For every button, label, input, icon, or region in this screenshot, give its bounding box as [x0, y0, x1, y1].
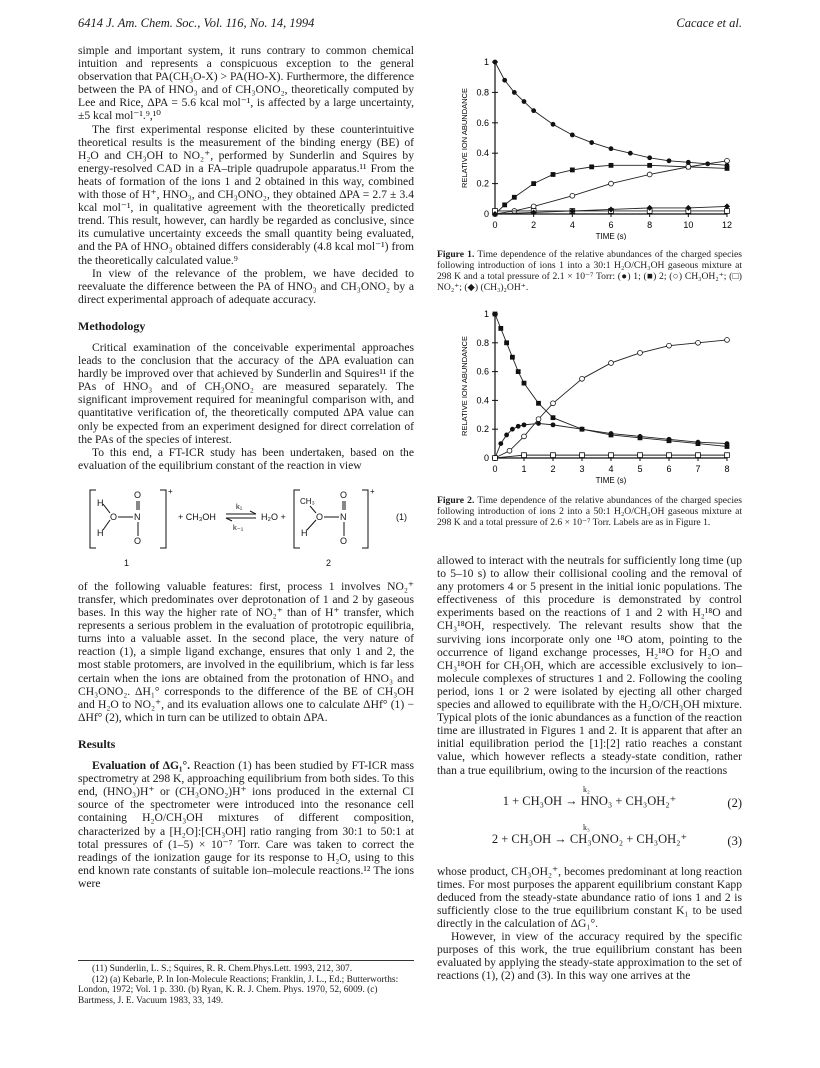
- paragraph: To this end, a FT-ICR study has been undertaken, based on the evaluation of the equilibrium constant of the reaction in view: [78, 445, 414, 472]
- rate-constant-k3: k₃: [583, 822, 590, 832]
- data-point: [531, 181, 536, 186]
- data-point: [522, 422, 527, 427]
- figure-2: [437, 306, 742, 528]
- figure-1: [437, 52, 742, 293]
- data-point: [551, 453, 556, 458]
- rate-constant-k1: k₁: [236, 501, 243, 511]
- x-tick-label: 1: [521, 464, 527, 474]
- rate-constant-k2: k₂: [583, 784, 590, 794]
- data-point: [531, 204, 536, 209]
- atom-n: N: [134, 511, 141, 522]
- data-point: [647, 163, 652, 168]
- x-tick-label: 0: [492, 464, 498, 474]
- caption-label: Figure 1.: [437, 249, 475, 260]
- data-point: [570, 168, 575, 173]
- data-point: [551, 122, 556, 127]
- data-point: [512, 195, 517, 200]
- journal-citation: 6414 J. Am. Chem. Soc., Vol. 116, No. 14, 1994: [78, 16, 315, 30]
- atom-o: O: [340, 489, 348, 500]
- data-point: [551, 422, 556, 427]
- data-point: [493, 60, 498, 65]
- data-point: [609, 431, 614, 436]
- x-tick-label: 6: [666, 464, 672, 474]
- x-tick-label: 8: [647, 220, 653, 230]
- data-point: [531, 108, 536, 113]
- data-point: [609, 453, 614, 458]
- x-tick-label: 7: [695, 464, 701, 474]
- data-point: [522, 381, 527, 386]
- data-point: [516, 369, 521, 374]
- data-point: [589, 140, 594, 145]
- data-point: [502, 78, 507, 83]
- data-point: [516, 424, 521, 429]
- reaction-scheme-drawing: [78, 482, 414, 574]
- figure-2-chart: [437, 306, 742, 486]
- data-point: [493, 456, 498, 461]
- data-point: [498, 326, 503, 331]
- caption-text: Time dependence of the relative abundances of the charged species following introduction of ions 1 into a 30:1 H₂O/CH₃OH gaseous mixture at 298 K and a total pressure of 2.1 × 10⁻⁷ Torr: (●) 1; (■) 2; (○) CH₃OH₂⁺; (□) NO₂⁺; (◆) (CH₃)₂OH⁺.: [437, 249, 742, 293]
- data-point: [609, 361, 614, 366]
- paragraph-text: Reaction (1) has been studied by FT-ICR mass spectrometry at 298 K, approaching equilibrium from both sides. To this end, (HNO₃)H⁺ or (CH₃ONO₂)H⁺ ions produced in the external CI source of the spectrometer were introduced into the resonance cell containing H₂O/CH₃OH mixtures of different composition, characterized by a [H₂O]:[CH₃OH] ratio ranging from 30:1 to 50:1 at total pressures of (1–5) × 10⁻⁷ Torr. Care was taken to correct the readings of the ionization gauge for its response to H₂O, using to this end known rate constants of suitable ion–molecule reactions.¹² The ions were: [78, 759, 414, 890]
- run-in-heading: Evaluation of ΔG₁°.: [92, 759, 191, 773]
- paragraph: allowed to interact with the neutrals for sufficiently long time (up to 5–10 s) to allow their collisional cooling and the removal of any protomers 4 or 5 present in the initial ionic populations. The effectiveness of this procedure is demonstrated by control experiments based on the reactions of 1 and 2 with H₂¹⁸O and CH₃¹⁸OH, respectively. The relevant results show that the surviving ions incorporate only one ¹⁸O atom, pointing to the occurrence of ligand exchange processes, H₂¹⁸O for H₂O and CH₃¹⁸OH for CH₃OH, which are accessible exclusively to ion–molecule complexes of structures 1 and 2. Following the cooling period, ions 1 or 2 were isolated by ejecting all other charged species and allowed to equilibrate with the H₂O/CH₃OH mixture. Typical plots of the ionic abundances as a function of the reaction time are illustrated in Figures 1 and 2. It is apparent that after an initial equilibration period the [1]:[2] ratio reaches a constant value, which however reflects a steady-state condition, rather than a true equilibrium, owing to the incursion of the reactions: [437, 554, 742, 777]
- y-axis-label: RELATIVE ION ABUNDANCE: [460, 88, 469, 188]
- data-point: [551, 415, 556, 420]
- caption-label: Figure 2.: [437, 495, 475, 506]
- paragraph: However, in view of the accuracy required by the specific purposes of this work, the true equilibrium constant has been evaluated by applying the steady-state approximation to the set of reactions (1), (2) and (3). In this way one arrives at the: [437, 930, 742, 983]
- data-point: [502, 202, 507, 207]
- paragraph: The first experimental response elicited by these counterintuitive theoretical results is the measurement of the binding energy (BE) of H₂O and CH₃OH to NO₂⁺, performed by Sunderlin and Squires by energy-resolved CAD in a FA–triple quadrupole apparatus.¹¹ From the heats of formation of the ions 1 and 2 obtained in this way, combined with those of H⁺, HNO₃, and CH₃ONO₂, they obtained ΔPA = 2.7 ± 3.4 kcal mol⁻¹, in qualitative agreement with the theoretically predicted trend. This result, however, can hardly be regarded as conclusive, since its cumulative uncertainty exceeds the small quantity being evaluated, and the PA of HNO₃ obtained differs considerably (4.8 kcal mol⁻¹) from the theoretically calculated value.⁹: [78, 122, 414, 267]
- data-point: [667, 437, 672, 442]
- data-point: [638, 453, 643, 458]
- x-tick-label: 5: [637, 464, 643, 474]
- reaction-3: [437, 822, 742, 857]
- data-point: [725, 338, 730, 343]
- paragraph: simple and important system, it runs contrary to common chemical intuition and represents a conspicuous exception to the general observation that PA(CH₃O-X) > PA(HO-X). Furthermore, the difference between the PA of HNO₃ and of CH₃ONO₂, theoretically computed by Lee and Rice, ΔPA = 5.6 kcal mol⁻¹, is affected by a large uncertainty, ±5 kcal mol⁻¹.⁹,¹⁰: [78, 44, 414, 123]
- data-point: [522, 99, 527, 104]
- paragraph: whose product, CH₃OH₂⁺, becomes predominant at long reaction times. For most purposes the apparent equilibrium constant Kapp deduced from the steady-state abundance ratio of ions 1 and 2 is sufficiently close to the true equilibrium constant K₁ to be used directly in the calculation of ΔG₁°.: [437, 864, 742, 930]
- data-point: [725, 166, 730, 171]
- y-tick-label: 0.2: [476, 424, 489, 435]
- x-axis-label: TIME (s): [595, 476, 627, 485]
- footnote: (11) Sunderlin, L. S.; Squires, R. R. Chem.Phys.Lett. 1993, 212, 307.: [92, 964, 353, 974]
- x-tick-label: 4: [608, 464, 614, 474]
- data-point: [580, 427, 585, 432]
- equation-number: (3): [727, 833, 742, 848]
- y-tick-label: 0.8: [476, 337, 489, 348]
- data-point: [551, 172, 556, 177]
- reaction-scheme-1: [78, 482, 414, 574]
- data-point: [570, 133, 575, 138]
- x-tick-label: 2: [550, 464, 556, 474]
- atom-o: O: [134, 535, 142, 546]
- authors: Cacace et al.: [676, 16, 742, 30]
- data-point: [589, 164, 594, 169]
- section-heading-results: Results: [78, 736, 116, 751]
- y-tick-label: 0.4: [476, 395, 489, 406]
- compound-label-2: 2: [326, 557, 332, 568]
- series-line: [495, 314, 727, 446]
- data-point: [512, 90, 517, 95]
- data-point: [522, 453, 527, 458]
- atom-h: H: [97, 497, 104, 508]
- y-tick-label: 0.2: [476, 178, 489, 189]
- data-point: [507, 448, 512, 453]
- data-point: [638, 434, 643, 439]
- data-point: [536, 401, 541, 406]
- right-column: [437, 554, 742, 982]
- data-point: [725, 453, 730, 458]
- data-point: [628, 151, 633, 156]
- atom-o: O: [340, 535, 348, 546]
- data-point: [725, 158, 730, 163]
- y-tick-label: 0.8: [476, 87, 489, 98]
- equation-number: (1): [396, 511, 407, 522]
- x-tick-label: 0: [492, 220, 498, 230]
- paragraph: [78, 759, 414, 890]
- data-point: [609, 146, 614, 151]
- data-point: [536, 417, 541, 422]
- data-point: [725, 441, 730, 446]
- y-axis-label: RELATIVE ION ABUNDANCE: [460, 336, 469, 436]
- reagent-methanol: + CH₃OH: [178, 511, 216, 522]
- data-point: [667, 343, 672, 348]
- data-point: [667, 158, 672, 163]
- data-point: [647, 172, 652, 177]
- data-point: [667, 453, 672, 458]
- data-point: [609, 181, 614, 186]
- atom-h: H: [301, 527, 308, 538]
- x-tick-label: 8: [724, 464, 730, 474]
- x-axis-label: TIME (s): [595, 232, 627, 240]
- y-tick-label: 0.6: [476, 366, 489, 377]
- data-point: [522, 434, 527, 439]
- running-header: [78, 16, 742, 34]
- atom-o: O: [134, 489, 142, 500]
- product-water: H₂O +: [261, 511, 286, 522]
- y-tick-label: 1: [483, 57, 489, 67]
- paragraph: In view of the relevance of the problem, we have decided to reevaluate the difference between the PA of HNO₃ and CH₃ONO₂ by a direct experimental approach of adequate accuracy.: [78, 266, 414, 306]
- data-point: [504, 433, 509, 438]
- data-point: [570, 193, 575, 198]
- caption-text: Time dependence of the relative abundances of the charged species following introduction of ions 2 into a 50:1 H₂O/CH₃OH gaseous mixture at 298 K and a total pressure of 2.6 × 10⁻⁷ Torr. Labels are as in Figure 1.: [437, 495, 742, 528]
- data-point: [498, 441, 503, 446]
- y-tick-label: 0.6: [476, 117, 489, 128]
- data-point: [493, 312, 498, 317]
- x-tick-label: 3: [579, 464, 585, 474]
- figure-2-caption: [437, 495, 742, 528]
- data-point: [686, 160, 691, 165]
- figure-1-caption: [437, 249, 742, 293]
- left-column: [78, 44, 414, 890]
- equation-number: (2): [727, 795, 742, 810]
- y-tick-label: 0: [483, 209, 489, 219]
- paragraph: of the following valuable features: first, process 1 involves NO₂⁺ transfer, which predominates over deprotonation of 1 and 2 by gaseous bases. In this way the higher rate of NO₂⁺ than of H⁺ transfer, which represents a serious problem in the evaluation of prototropic equilibria, turns into a valuable asset. In the second place, the very nature of reaction (1), a simple ligand exchange, ensures that only 1 and 2, the most stable protomers, are involved in the equilibrium, which is far less certain when the ions are obtained from the protonation of HNO₃ and CH₃ONO₂. ΔH₁° corresponds to the difference of the BE of CH₃OH and H₂O to NO₂⁺, and its evaluation allows one to calculate ΔHf° (1) − ΔHf° (2), which in turn can be utilized to obtain ΔPA.: [78, 579, 414, 724]
- series-line: [495, 340, 727, 458]
- atom-n: N: [340, 511, 347, 522]
- x-tick-label: 2: [531, 220, 537, 230]
- footnote: (12) (a) Kebarle, P. In Ion-Molecule Reactions; Franklin, J. L., Ed.; Butterworths: London, 1972; Vol. 1 p. 330. (b) Ryan, K. R. J. Chem. Phys. 1970, 52, 6009. (c) Bartmess, J. E. Vacuum 1983, 33, 149.: [78, 974, 399, 1006]
- x-tick-label: 4: [569, 220, 575, 230]
- atom-o: O: [316, 511, 324, 522]
- paragraph: Critical examination of the conceivable experimental approaches leads to the conclusion that the accuracy of the ΔPA evaluation can hardly be improved over that achieved by Sunderlin and Squires¹¹ if the PAs of HNO₃ and of CH₃ONO₂ are measured separately. The significant improvement required for meaningful comparison with, and quantitative verification of, the theoretically computed ΔPA value can only be expected from an experiment designed for direct correlation of the PAs of the species of interest.: [78, 340, 414, 446]
- data-point: [504, 340, 509, 345]
- y-tick-label: 0.4: [476, 148, 489, 159]
- data-point: [696, 340, 701, 345]
- data-point: [551, 401, 556, 406]
- methyl-group: CH₃: [300, 496, 315, 506]
- x-tick-label: 6: [608, 220, 614, 230]
- charge-plus: +: [168, 486, 173, 496]
- y-tick-label: 1: [483, 309, 489, 319]
- reaction-3-equation: 2 + CH₃OH → CH₃ONO₂ + CH₃OH₂⁺: [491, 831, 688, 846]
- data-point: [696, 453, 701, 458]
- atom-o: O: [110, 511, 118, 522]
- data-point: [609, 163, 614, 168]
- x-tick-label: 12: [721, 220, 733, 230]
- atom-h: H: [97, 527, 104, 538]
- charge-plus: +: [370, 486, 375, 496]
- data-point: [647, 155, 652, 160]
- footnotes: [78, 960, 414, 1006]
- data-point: [696, 440, 701, 445]
- compound-label-1: 1: [124, 557, 130, 568]
- data-point: [638, 350, 643, 355]
- data-point: [686, 164, 691, 169]
- data-point: [580, 453, 585, 458]
- section-heading-methodology: Methodology: [78, 318, 146, 333]
- data-point: [510, 427, 515, 432]
- series-line: [495, 161, 727, 214]
- data-point: [510, 355, 515, 360]
- x-tick-label: 10: [683, 220, 694, 230]
- figure-1-chart: [437, 52, 742, 240]
- rate-constant-k-1: k₋₁: [233, 522, 244, 532]
- data-point: [580, 376, 585, 381]
- reaction-2: [437, 784, 742, 819]
- y-tick-label: 0: [483, 453, 489, 463]
- reaction-2-equation: 1 + CH₃OH → HNO₃ + CH₃OH₂⁺: [502, 793, 677, 808]
